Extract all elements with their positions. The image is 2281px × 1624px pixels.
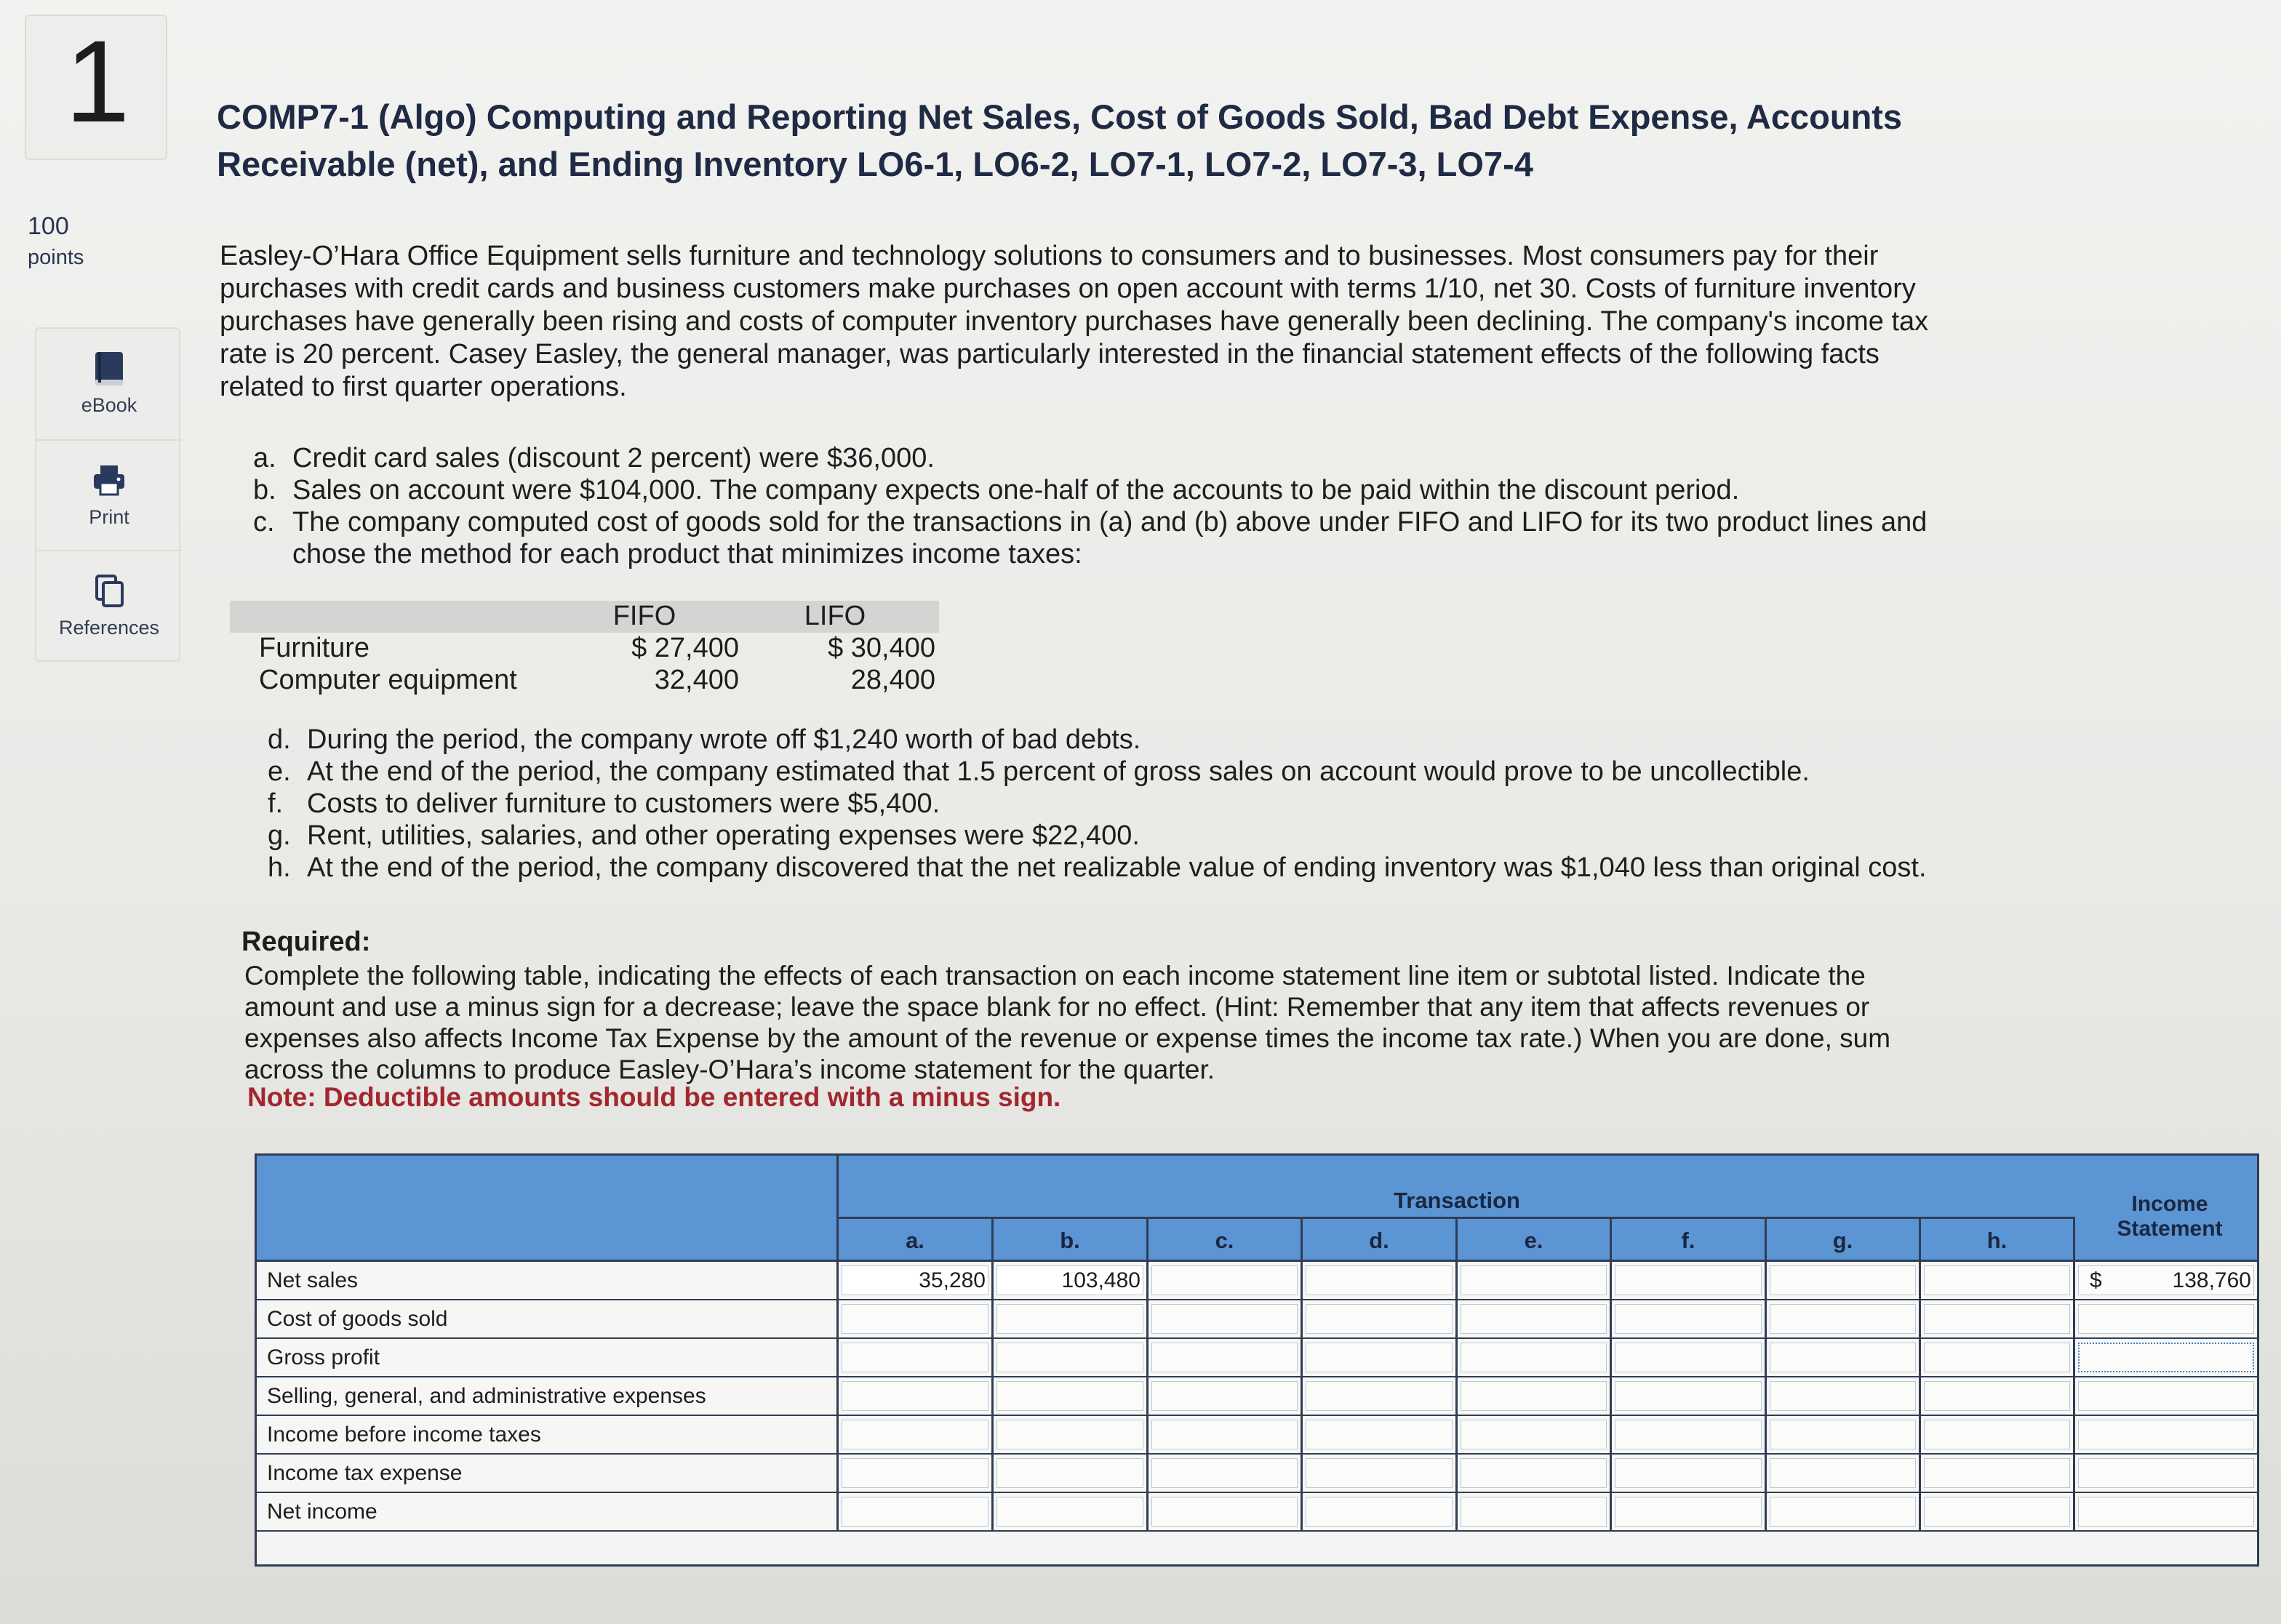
grid-row-label: Income before income taxes bbox=[257, 1416, 839, 1453]
printer-icon bbox=[91, 461, 127, 500]
grid-row bbox=[257, 1300, 2257, 1339]
lifo-header: LIFO bbox=[804, 601, 866, 631]
amount-input-f[interactable] bbox=[1612, 1262, 1767, 1299]
grid-row bbox=[257, 1377, 2257, 1416]
amount-input-e[interactable] bbox=[1458, 1339, 1612, 1376]
amount-input-a[interactable] bbox=[839, 1493, 994, 1530]
amount-input-c[interactable] bbox=[1149, 1416, 1303, 1453]
amount-input-g[interactable] bbox=[1767, 1493, 1921, 1530]
input-box bbox=[1151, 1265, 1298, 1295]
amount-input-g[interactable] bbox=[1767, 1339, 1921, 1376]
input-box bbox=[1924, 1381, 2070, 1411]
amount-input-h[interactable] bbox=[1921, 1262, 2075, 1299]
input-box bbox=[1461, 1343, 1607, 1372]
income-statement-input[interactable] bbox=[2075, 1377, 2257, 1415]
answer-grid bbox=[255, 1153, 2259, 1567]
fact-item bbox=[253, 506, 1955, 570]
amount-input-h[interactable] bbox=[1921, 1455, 2075, 1492]
amount-input-c[interactable] bbox=[1149, 1493, 1303, 1530]
input-box bbox=[842, 1458, 988, 1488]
column-header-b: b. bbox=[994, 1219, 1149, 1262]
fact-text: Rent, utilities, salaries, and other operating expenses were $22,400. bbox=[307, 820, 1140, 851]
input-box bbox=[996, 1458, 1143, 1488]
input-box bbox=[1461, 1265, 1607, 1295]
input-box bbox=[842, 1420, 988, 1449]
amount-value: 103,480 bbox=[1061, 1268, 1140, 1292]
fact-item bbox=[268, 756, 1970, 788]
required-text: Complete the following table, indicating the effects of each transaction on each income statement line item or subtotal listed. Indicate the amount and use a minus sign for a decrease; leave the space blank for no effect. (Hint: Remember that any item that affects revenues or expenses also affects Income Tax Expense by the amount of the revenue or expense times the income tax rate.) When you are done, sum across the columns to produce Easley-O’Hara’s income statement for the quarter. bbox=[244, 961, 1891, 1084]
amount-input-h[interactable] bbox=[1921, 1493, 2075, 1530]
amount-input-g[interactable] bbox=[1767, 1377, 1921, 1415]
fact-letter: h. bbox=[268, 852, 291, 883]
input-box bbox=[1924, 1497, 2070, 1527]
grid-row bbox=[257, 1416, 2257, 1455]
input-box bbox=[1151, 1304, 1298, 1334]
amount-input-f[interactable] bbox=[1612, 1493, 1767, 1530]
input-box bbox=[996, 1304, 1143, 1334]
amount-input-f[interactable] bbox=[1612, 1377, 1767, 1415]
cost-row-fifo: $ 27,400 bbox=[631, 633, 739, 663]
amount-input-e[interactable] bbox=[1458, 1416, 1612, 1453]
input-box bbox=[1924, 1265, 2070, 1295]
grid-row-label: Gross profit bbox=[257, 1339, 839, 1376]
input-box bbox=[2078, 1343, 2254, 1372]
column-header-e: e. bbox=[1458, 1219, 1612, 1262]
amount-input-f[interactable] bbox=[1612, 1416, 1767, 1453]
input-box bbox=[1615, 1265, 1762, 1295]
input-box bbox=[1151, 1381, 1298, 1411]
amount-input-b[interactable] bbox=[994, 1262, 1149, 1299]
grid-row bbox=[257, 1455, 2257, 1493]
fact-item bbox=[268, 788, 1970, 820]
amount-input-d[interactable] bbox=[1303, 1339, 1458, 1376]
column-header-d: d. bbox=[1303, 1219, 1458, 1262]
fact-text: Credit card sales (discount 2 percent) were $36,000. bbox=[292, 443, 935, 473]
points-value: 100 bbox=[28, 212, 69, 240]
income-statement-input[interactable] bbox=[2075, 1300, 2257, 1337]
input-box bbox=[1306, 1381, 1453, 1411]
fact-letter: g. bbox=[268, 820, 291, 851]
question-number: 1 bbox=[65, 16, 130, 146]
ebook-button[interactable] bbox=[36, 329, 182, 438]
income-statement-value: 138,760 bbox=[2172, 1268, 2251, 1292]
fact-item bbox=[268, 820, 1970, 852]
fact-letter: b. bbox=[253, 475, 276, 505]
fact-item bbox=[253, 474, 1955, 506]
fact-item bbox=[268, 724, 1970, 756]
input-box bbox=[1770, 1458, 1916, 1488]
grid-row bbox=[257, 1339, 2257, 1377]
input-box bbox=[1461, 1458, 1607, 1488]
input-box bbox=[2078, 1304, 2254, 1334]
column-header-f: f. bbox=[1612, 1219, 1767, 1262]
amount-input-d[interactable] bbox=[1303, 1377, 1458, 1415]
cost-row-name: Furniture bbox=[259, 633, 370, 663]
input-box bbox=[2078, 1381, 2254, 1411]
input-box bbox=[1924, 1343, 2070, 1372]
amount-input-e[interactable] bbox=[1458, 1377, 1612, 1415]
input-box bbox=[1306, 1343, 1453, 1372]
transaction-header: Transaction bbox=[1394, 1188, 1520, 1213]
input-box bbox=[1461, 1381, 1607, 1411]
amount-input-g[interactable] bbox=[1767, 1300, 1921, 1337]
question-number-box bbox=[25, 15, 167, 160]
input-box bbox=[1461, 1304, 1607, 1334]
problem-title: COMP7-1 (Algo) Computing and Reporting Net Sales, Cost of Goods Sold, Bad Debt Expense, Accounts Receivable (net), and Ending Inventory LO6-1, LO6-2, LO7-1, LO7-2, LO7-3, LO7-4 bbox=[217, 97, 1903, 183]
input-box bbox=[1615, 1343, 1762, 1372]
input-box bbox=[1770, 1497, 1916, 1527]
cost-row-lifo: 28,400 bbox=[850, 665, 935, 695]
cost-row-fifo: 32,400 bbox=[654, 665, 739, 695]
amount-input-g[interactable] bbox=[1767, 1416, 1921, 1453]
input-box bbox=[842, 1381, 988, 1411]
amount-input-c[interactable] bbox=[1149, 1262, 1303, 1299]
input-box bbox=[1461, 1420, 1607, 1449]
input-box bbox=[1615, 1458, 1762, 1488]
input-box bbox=[1770, 1420, 1916, 1449]
input-box bbox=[2078, 1420, 2254, 1449]
grid-row-label: Income tax expense bbox=[257, 1455, 839, 1492]
amount-input-e[interactable] bbox=[1458, 1262, 1612, 1299]
fact-text: At the end of the period, the company estimated that 1.5 percent of gross sales on account would prove to be uncollectible. bbox=[307, 756, 1810, 787]
input-box bbox=[1924, 1458, 2070, 1488]
fact-text: During the period, the company wrote off $1,240 worth of bad debts. bbox=[307, 724, 1141, 755]
amount-input-d[interactable] bbox=[1303, 1300, 1458, 1337]
amount-input-g[interactable] bbox=[1767, 1262, 1921, 1299]
input-box bbox=[842, 1343, 988, 1372]
fact-text: Sales on account were $104,000. The company expects one-half of the accounts to be paid within the discount period. bbox=[292, 475, 1740, 505]
label-column-header bbox=[257, 1156, 839, 1262]
problem-intro: Easley-O’Hara Office Equipment sells furniture and technology solutions to consumers and to businesses. Most consumers pay for their purchases with credit cards and business customers make purchases on open account with terms 1/10, net 30. Costs of furniture inventory purchases have generally been rising and costs of computer inventory purchases have generally been declining. The company's income tax rate is 20 percent. Casey Easley, the general manager, was particularly interested in the financial statement effects of the following facts related to first quarter operations. bbox=[220, 241, 1929, 402]
column-header-c: c. bbox=[1149, 1219, 1303, 1262]
input-box bbox=[1924, 1304, 2070, 1334]
references-button[interactable] bbox=[36, 550, 182, 660]
input-box bbox=[1151, 1343, 1298, 1372]
income-statement-input[interactable] bbox=[2075, 1339, 2257, 1376]
amount-input-b[interactable] bbox=[994, 1377, 1149, 1415]
input-box bbox=[1306, 1265, 1453, 1295]
input-box bbox=[1306, 1458, 1453, 1488]
book-icon bbox=[91, 349, 127, 388]
cost-of-goods-table bbox=[230, 601, 939, 697]
input-box bbox=[1461, 1497, 1607, 1527]
input-box bbox=[1151, 1497, 1298, 1527]
amount-input-f[interactable] bbox=[1612, 1455, 1767, 1492]
amount-input-c[interactable] bbox=[1149, 1455, 1303, 1492]
cost-row-name: Computer equipment bbox=[259, 665, 517, 695]
input-box bbox=[1151, 1420, 1298, 1449]
amount-input-b[interactable] bbox=[994, 1339, 1149, 1376]
cost-row-furniture bbox=[230, 633, 939, 665]
fifo-header: FIFO bbox=[612, 601, 676, 631]
grid-row-label: Net income bbox=[257, 1493, 839, 1530]
amount-input-e[interactable] bbox=[1458, 1493, 1612, 1530]
amount-input-c[interactable] bbox=[1149, 1339, 1303, 1376]
grid-row bbox=[257, 1493, 2257, 1532]
input-box bbox=[1924, 1420, 2070, 1449]
income-statement-header: Income Statement bbox=[2117, 1192, 2223, 1241]
input-box bbox=[842, 1304, 988, 1334]
copy-icon bbox=[91, 572, 127, 611]
amount-input-g[interactable] bbox=[1767, 1455, 1921, 1492]
amount-input-a[interactable] bbox=[839, 1416, 994, 1453]
fact-letter: a. bbox=[253, 443, 276, 473]
fact-text: Costs to deliver furniture to customers were $5,400. bbox=[307, 788, 940, 819]
side-tools-panel bbox=[35, 327, 180, 662]
amount-value: 35,280 bbox=[919, 1268, 986, 1292]
income-statement-input[interactable] bbox=[2075, 1493, 2257, 1530]
input-box bbox=[1306, 1420, 1453, 1449]
income-statement-input[interactable] bbox=[2075, 1416, 2257, 1453]
input-box bbox=[2078, 1497, 2254, 1527]
facts-list-a-c bbox=[253, 442, 1955, 570]
amount-input-h[interactable] bbox=[1921, 1377, 2075, 1415]
amount-input-a[interactable] bbox=[839, 1455, 994, 1492]
input-box bbox=[1615, 1420, 1762, 1449]
input-box bbox=[2078, 1458, 2254, 1488]
amount-input-b[interactable] bbox=[994, 1416, 1149, 1453]
fact-item bbox=[268, 852, 1970, 884]
input-box bbox=[1615, 1497, 1762, 1527]
income-statement-input[interactable] bbox=[2075, 1262, 2257, 1299]
fact-letter: c. bbox=[253, 507, 275, 537]
references-label: References bbox=[58, 617, 160, 639]
amount-input-b[interactable] bbox=[994, 1300, 1149, 1337]
currency-symbol: $ bbox=[2090, 1268, 2102, 1292]
facts-list-d-h bbox=[268, 724, 1970, 884]
cost-row-lifo: $ 30,400 bbox=[828, 633, 935, 663]
amount-input-a[interactable] bbox=[839, 1300, 994, 1337]
input-box bbox=[996, 1343, 1143, 1372]
input-box bbox=[1306, 1304, 1453, 1334]
income-statement-input[interactable] bbox=[2075, 1455, 2257, 1492]
amount-input-d[interactable] bbox=[1303, 1416, 1458, 1453]
amount-input-f[interactable] bbox=[1612, 1339, 1767, 1376]
input-box bbox=[996, 1420, 1143, 1449]
input-box bbox=[1615, 1304, 1762, 1334]
print-button[interactable] bbox=[36, 439, 182, 550]
input-box bbox=[1770, 1304, 1916, 1334]
fact-item bbox=[253, 442, 1955, 474]
print-label: Print bbox=[89, 506, 129, 528]
amount-input-d[interactable] bbox=[1303, 1262, 1458, 1299]
amount-input-d[interactable] bbox=[1303, 1455, 1458, 1492]
amount-input-e[interactable] bbox=[1458, 1455, 1612, 1492]
amount-input-d[interactable] bbox=[1303, 1493, 1458, 1530]
grid-row-label: Net sales bbox=[257, 1262, 839, 1299]
amount-input-e[interactable] bbox=[1458, 1300, 1612, 1337]
column-header-g: g. bbox=[1767, 1219, 1921, 1262]
input-box bbox=[1306, 1497, 1453, 1527]
grid-row-label: Cost of goods sold bbox=[257, 1300, 839, 1337]
fact-text: At the end of the period, the company discovered that the net realizable value of ending inventory was $1,040 less than original cost. bbox=[307, 852, 1927, 883]
cost-table-header bbox=[230, 601, 939, 633]
input-box bbox=[1151, 1458, 1298, 1488]
amount-input-h[interactable] bbox=[1921, 1300, 2075, 1337]
required-note: Note: Deductible amounts should be entered with a minus sign. bbox=[247, 1082, 1061, 1112]
points-label: points bbox=[28, 246, 84, 269]
amount-input-c[interactable] bbox=[1149, 1377, 1303, 1415]
required-heading: Required: bbox=[241, 927, 371, 957]
fact-text: The company computed cost of goods sold for the transactions in (a) and (b) above under FIFO and LIFO for its two product lines and chose the method for each product that minimizes income taxes: bbox=[292, 507, 1928, 569]
fact-letter: f. bbox=[268, 788, 284, 819]
amount-input-a[interactable] bbox=[839, 1262, 994, 1299]
input-box bbox=[1615, 1381, 1762, 1411]
input-box bbox=[842, 1497, 988, 1527]
amount-input-b[interactable] bbox=[994, 1493, 1149, 1530]
ebook-label: eBook bbox=[81, 394, 137, 416]
fact-letter: d. bbox=[268, 724, 291, 755]
amount-input-c[interactable] bbox=[1149, 1300, 1303, 1337]
amount-input-b[interactable] bbox=[994, 1455, 1149, 1492]
cost-row-computer-equipment bbox=[230, 665, 939, 697]
amount-input-a[interactable] bbox=[839, 1377, 994, 1415]
amount-input-h[interactable] bbox=[1921, 1339, 2075, 1376]
amount-input-f[interactable] bbox=[1612, 1300, 1767, 1337]
input-box bbox=[1770, 1343, 1916, 1372]
column-header-h: h. bbox=[1921, 1219, 2075, 1262]
grid-row bbox=[257, 1262, 2257, 1300]
input-box bbox=[1770, 1265, 1916, 1295]
grid-row-label: Selling, general, and administrative expenses bbox=[257, 1377, 839, 1415]
fact-letter: e. bbox=[268, 756, 291, 787]
amount-input-h[interactable] bbox=[1921, 1416, 2075, 1453]
amount-input-a[interactable] bbox=[839, 1339, 994, 1376]
input-box bbox=[1770, 1381, 1916, 1411]
input-box bbox=[996, 1497, 1143, 1527]
input-box bbox=[996, 1381, 1143, 1411]
column-header-a: a. bbox=[839, 1219, 994, 1262]
grid-header bbox=[257, 1156, 2257, 1262]
